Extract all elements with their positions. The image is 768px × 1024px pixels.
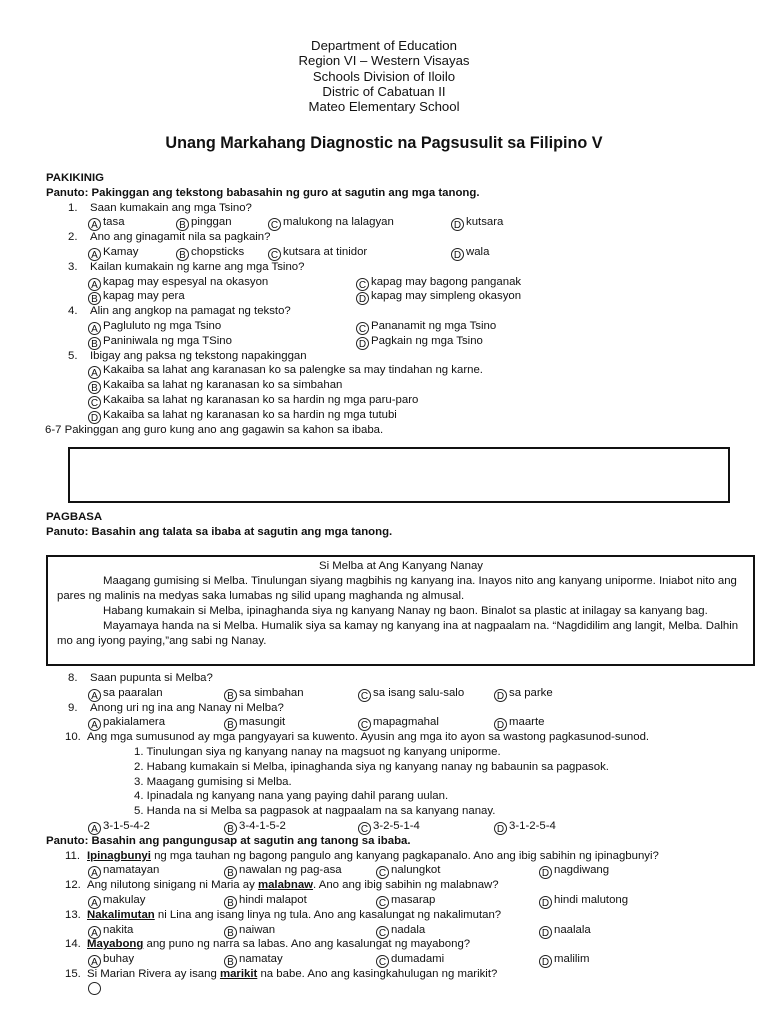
answer-option[interactable] xyxy=(88,715,165,731)
instructions: Panuto: Basahin ang talata sa ibaba at sagutin ang mga tanong. xyxy=(46,525,393,538)
answer-option[interactable] xyxy=(88,408,397,424)
answer-option[interactable] xyxy=(494,686,553,702)
question-text-post: . Ano ang ibig sabihin ng malabnaw? xyxy=(313,879,499,892)
question-text: Saan kumakain ang mga Tsino? xyxy=(90,201,252,214)
option-row xyxy=(46,319,736,334)
question xyxy=(46,730,736,745)
question-number: 8. xyxy=(68,672,78,684)
option-text: 3-2-5-1-4 xyxy=(373,819,420,832)
option-row xyxy=(46,275,736,290)
answer-option[interactable] xyxy=(451,245,489,261)
question-number: 12. xyxy=(65,879,81,892)
answer-option[interactable] xyxy=(88,982,103,997)
header-line: Department of Education xyxy=(311,38,457,53)
option-text: Kakaiba sa lahat ng karanasan ko sa hardin ng mga paru-paro xyxy=(103,393,419,406)
option-row xyxy=(46,923,736,938)
answer-option[interactable] xyxy=(539,923,591,939)
answer-option[interactable] xyxy=(376,893,435,909)
option-text: Kakaiba sa lahat ng karanasan ko sa simbahan xyxy=(103,379,343,392)
key-word: Ipinagbunyi xyxy=(87,849,151,862)
choice-circle-icon[interactable]: C xyxy=(376,896,389,909)
choice-circle-icon[interactable] xyxy=(88,982,101,995)
reading-passage xyxy=(46,555,755,666)
option-row xyxy=(46,393,736,408)
question-text: Ano ang ginagamit nila sa pagkain? xyxy=(90,231,271,244)
question-text-pre: Si Marian Rivera ay isang xyxy=(87,967,220,980)
passage-paragraph: Mayamaya handa na si Melba. Humalik siya sa kamay ng kanyang ina at nagpaalam na. “Nagdidilim ang langit, Melba. Dalhin mo ang iyong paying,”ang sabi ng Nanay. xyxy=(57,619,739,647)
choice-circle-icon[interactable]: A xyxy=(88,718,101,731)
answer-option[interactable] xyxy=(176,215,232,231)
answer-option[interactable] xyxy=(88,819,150,835)
question-text-post: ni Lina ang isang linya ng tula. Ano ang kasalungat ng nakalimutan? xyxy=(154,908,502,921)
answer-option[interactable] xyxy=(176,245,244,261)
choice-circle-icon[interactable]: B xyxy=(224,896,237,909)
answer-option[interactable] xyxy=(356,319,496,335)
option-text: mapagmahal xyxy=(373,716,439,729)
header-line: Region VI – Western Visayas xyxy=(298,53,470,69)
option-row xyxy=(46,363,736,378)
choice-circle-icon[interactable]: D xyxy=(539,926,552,939)
choice-circle-icon[interactable]: A xyxy=(88,322,101,335)
answer-option[interactable] xyxy=(358,686,464,702)
choice-circle-icon[interactable]: C xyxy=(356,322,369,335)
passage-paragraph: Maagang gumising si Melba. Tinulungan siyang magbihis ng kanyang ina. Inayos nito ang kanyang uniporme. Iniabot nito ang pares ng malinis na medyas saka lumabas ng silid upang maghanda ng almusal. xyxy=(57,574,737,602)
answer-option[interactable] xyxy=(88,686,163,702)
answer-option[interactable] xyxy=(224,715,285,731)
answer-option[interactable] xyxy=(88,952,134,968)
answer-option[interactable] xyxy=(88,863,159,879)
option-text: dumadami xyxy=(391,953,445,966)
question xyxy=(46,967,736,982)
option-text: malilim xyxy=(554,953,590,966)
question-text xyxy=(87,937,470,952)
choice-circle-icon[interactable]: C xyxy=(358,689,371,702)
question xyxy=(46,260,736,275)
option-row xyxy=(46,715,736,730)
ordering-item-text: 4. Ipinadala ng kanyang nana yang paying dahil parang uulan. xyxy=(134,790,449,803)
choice-circle-icon[interactable]: A xyxy=(88,926,101,939)
choice-circle-icon[interactable]: B xyxy=(88,292,101,305)
choice-circle-icon[interactable]: D xyxy=(494,718,507,731)
question-text xyxy=(87,849,659,864)
choice-circle-icon[interactable]: C xyxy=(376,926,389,939)
choice-circle-icon[interactable]: C xyxy=(376,955,389,968)
choice-circle-icon[interactable]: C xyxy=(88,396,101,409)
answer-option[interactable] xyxy=(358,819,420,835)
choice-circle-icon[interactable]: C xyxy=(358,718,371,731)
option-row xyxy=(46,334,736,349)
header-line: Mateo Elementary School xyxy=(308,99,460,115)
ordering-item xyxy=(46,745,736,760)
choice-circle-icon[interactable]: D xyxy=(539,866,552,879)
choice-circle-icon[interactable]: B xyxy=(224,955,237,968)
question xyxy=(46,849,736,864)
passage-title: Si Melba at Ang Kanyang Nanay xyxy=(318,560,483,572)
choice-circle-icon[interactable]: D xyxy=(356,292,369,305)
answer-option[interactable] xyxy=(88,289,185,305)
instruction-6-7: 6-7 Pakinggan ang guro kung ano ang gagawin sa kahon sa ibaba. xyxy=(45,423,384,436)
question-list xyxy=(46,849,736,997)
option-text: kapag may simpleng okasyon xyxy=(371,290,522,303)
answer-option[interactable] xyxy=(88,363,483,379)
question-number: 3. xyxy=(68,260,78,273)
option-row xyxy=(46,863,736,878)
option-text: sa paaralan xyxy=(103,686,163,699)
question-text-post: ng mga tauhan ng bagong pangulo ang kanyang pagkapanalo. Ano ang ibig sabihin ng ipinagbunyi? xyxy=(150,849,659,862)
option-row xyxy=(46,952,736,967)
question-number: 14. xyxy=(65,938,81,951)
option-text: nalungkot xyxy=(391,864,441,877)
question-number: 2. xyxy=(68,231,78,244)
choice-circle-icon[interactable]: A xyxy=(88,218,101,231)
key-word: Nakalimutan xyxy=(87,908,155,921)
option-text: nagdiwang xyxy=(554,864,610,877)
option-text: masungit xyxy=(239,716,286,729)
option-row xyxy=(46,378,736,393)
option-text: nadala xyxy=(391,923,426,936)
ordering-item xyxy=(46,804,736,819)
question-number: 4. xyxy=(68,305,78,318)
choice-circle-icon[interactable]: D xyxy=(356,337,369,350)
instructions: Panuto: Pakinggan ang tekstong babasahin ng guro at sagutin ang mga tanong. xyxy=(46,186,480,199)
option-text: Pagkain ng mga Tsino xyxy=(371,334,483,347)
answer-option[interactable] xyxy=(376,952,444,968)
choice-circle-icon[interactable]: D xyxy=(494,822,507,835)
question-text: Anong uri ng ina ang Nanay ni Melba? xyxy=(90,701,284,714)
choice-circle-icon[interactable]: C xyxy=(356,278,369,291)
answer-option[interactable] xyxy=(451,215,503,231)
option-text: sa simbahan xyxy=(239,686,304,699)
ordering-item-text: 3. Maagang gumising si Melba. xyxy=(134,775,292,788)
option-text: Kamay xyxy=(103,245,139,258)
answer-option[interactable] xyxy=(539,893,628,909)
question-text-pre: Ang nilutong sinigang ni Maria ay xyxy=(87,879,258,892)
section-heading: PAGBASA xyxy=(46,511,103,523)
choice-circle-icon[interactable]: B xyxy=(224,718,237,731)
answer-option[interactable] xyxy=(268,215,394,231)
choice-circle-icon[interactable]: D xyxy=(539,896,552,909)
option-text: kapag may espesyal na okasyon xyxy=(103,275,269,288)
option-row xyxy=(46,245,736,260)
choice-circle-icon[interactable]: D xyxy=(494,689,507,702)
choice-circle-icon[interactable]: A xyxy=(88,278,101,291)
question-number: 10. xyxy=(65,731,81,744)
answer-option[interactable] xyxy=(88,923,133,939)
answer-option[interactable] xyxy=(356,289,521,305)
option-text: nawalan ng pag-asa xyxy=(239,864,342,877)
question-text-post: na babe. Ano ang kasingkahulugan ng marikit? xyxy=(257,967,498,980)
answer-option[interactable] xyxy=(356,275,521,291)
ordering-item-text: 5. Handa na si Melba sa pagpasok at nagpaalam na sa kanyang nanay. xyxy=(134,805,496,818)
option-text: maarte xyxy=(509,716,545,729)
option-text: pakialamera xyxy=(103,716,166,729)
key-word: malabnaw xyxy=(257,879,314,892)
choice-circle-icon[interactable]: B xyxy=(88,381,101,394)
answer-option[interactable] xyxy=(224,923,275,939)
choice-circle-icon[interactable]: A xyxy=(88,248,101,261)
ordering-item xyxy=(46,775,736,790)
choice-circle-icon[interactable]: A xyxy=(88,955,101,968)
option-text: sa isang salu-salo xyxy=(373,686,465,699)
option-text: pinggan xyxy=(191,216,232,229)
option-text: namatayan xyxy=(103,864,160,877)
ordering-item xyxy=(46,760,736,775)
answer-option[interactable] xyxy=(224,893,307,909)
option-text: kutsara xyxy=(466,216,504,229)
choice-circle-icon[interactable]: B xyxy=(224,866,237,879)
answer-option[interactable] xyxy=(88,334,232,350)
answer-option[interactable] xyxy=(224,819,286,835)
choice-circle-icon[interactable]: A xyxy=(88,896,101,909)
choice-circle-icon[interactable]: D xyxy=(451,218,464,231)
answer-box[interactable] xyxy=(68,447,730,503)
question xyxy=(46,201,736,216)
ordering-item-text: 1. Tinulungan siya ng kanyang nanay na magsuot ng kanyang uniporme. xyxy=(134,745,501,758)
option-text: kapag may pera xyxy=(103,290,185,303)
option-text: hindi malapot xyxy=(239,893,307,906)
choice-circle-icon[interactable]: A xyxy=(88,822,101,835)
choice-circle-icon[interactable]: B xyxy=(224,926,237,939)
question-text: Ang mga sumusunod ay mga pangyayari sa kuwento. Ayusin ang mga ito ayon sa wastong pagkasunod-sunod. xyxy=(87,731,650,744)
option-text: Kakaiba sa lahat ng karanasan ko sa hardin ng mga tutubi xyxy=(103,408,397,421)
option-text: 3-4-1-5-2 xyxy=(239,819,286,832)
choice-circle-icon[interactable]: D xyxy=(88,411,101,424)
question xyxy=(46,937,736,952)
option-text: nakita xyxy=(103,923,134,936)
question xyxy=(46,349,736,364)
choice-circle-icon[interactable]: A xyxy=(88,366,101,379)
ordering-item xyxy=(46,789,736,804)
option-row xyxy=(46,819,736,834)
option-row xyxy=(46,893,736,908)
question-list xyxy=(46,201,736,423)
answer-option[interactable] xyxy=(88,319,221,335)
option-text: 3-1-2-5-4 xyxy=(509,819,556,832)
answer-option[interactable] xyxy=(224,863,342,879)
section-pagbasa xyxy=(46,510,736,540)
answer-option[interactable] xyxy=(539,863,609,879)
choice-circle-icon[interactable]: D xyxy=(451,248,464,261)
header-line: Distric of Cabatuan II xyxy=(322,83,446,99)
instructions: Panuto: Basahin ang pangungusap at sagutin ang tanong sa ibaba. xyxy=(46,834,411,847)
answer-option[interactable] xyxy=(88,378,342,394)
question xyxy=(46,878,736,893)
option-text: buhay xyxy=(103,953,135,966)
question xyxy=(46,304,736,319)
option-text: Kakaiba sa lahat ang karanasan ko sa palengke sa may tindahan ng karne. xyxy=(103,364,483,377)
answer-option[interactable] xyxy=(88,275,268,291)
answer-option[interactable] xyxy=(358,715,439,731)
exam-title: Unang Markahang Diagnostic na Pagsusulit sa Filipino V xyxy=(165,134,603,152)
option-text: chopsticks xyxy=(191,245,245,258)
option-row xyxy=(46,408,736,423)
question-text: Ibigay ang paksa ng tekstong napakinggan xyxy=(90,349,307,362)
answer-option[interactable] xyxy=(376,923,425,939)
question-list xyxy=(46,671,736,834)
key-word: Mayabong xyxy=(87,938,144,951)
option-text: hindi malutong xyxy=(554,893,629,906)
choice-circle-icon[interactable]: A xyxy=(88,689,101,702)
answer-option[interactable] xyxy=(268,245,367,261)
question-number: 13. xyxy=(65,908,81,921)
option-text: Pagluluto ng mga Tsino xyxy=(103,319,222,332)
choice-circle-icon[interactable]: C xyxy=(376,866,389,879)
option-text: tasa xyxy=(103,216,125,229)
passage-paragraph: Habang kumakain si Melba, ipinaghanda siya ng kanyang Nanay ng baon. Binalot sa plastic at inilagay sa kanyang bag. xyxy=(103,604,708,617)
choice-circle-icon[interactable]: A xyxy=(88,866,101,879)
question-text: Saan pupunta si Melba? xyxy=(90,672,213,684)
option-text: wala xyxy=(466,245,490,258)
section-pakikinig xyxy=(46,171,736,437)
option-row xyxy=(46,686,736,701)
choice-circle-icon[interactable]: B xyxy=(224,822,237,835)
ordering-item-text: 2. Habang kumakain si Melba, ipinaghanda siya ng kanyang nanay ng babaunin sa pagpasok. xyxy=(134,760,609,773)
choice-circle-icon[interactable]: B xyxy=(224,689,237,702)
choice-circle-icon[interactable]: B xyxy=(176,248,189,261)
option-text: 3-1-5-4-2 xyxy=(103,819,150,832)
choice-circle-icon[interactable]: C xyxy=(268,248,281,261)
option-row xyxy=(46,982,736,997)
answer-option[interactable] xyxy=(88,215,125,231)
option-row xyxy=(46,289,736,304)
question-number: 9. xyxy=(68,701,78,714)
option-text: naiwan xyxy=(239,923,276,936)
question xyxy=(46,671,736,686)
question-text xyxy=(87,878,499,893)
option-text: Paniniwala ng mga TSino xyxy=(103,334,232,347)
answer-option[interactable] xyxy=(356,334,483,350)
question-text: Alin ang angkop na pamagat ng teksto? xyxy=(90,305,291,318)
option-text: namatay xyxy=(239,953,283,966)
question-text: Kailan kumakain ng karne ang mga Tsino? xyxy=(90,260,305,273)
option-text: makulay xyxy=(103,893,146,906)
question-text-post: ang puno ng narra sa labas. Ano ang kasalungat ng mayabong? xyxy=(143,938,471,951)
choice-circle-icon[interactable]: B xyxy=(176,218,189,231)
section-heading: PAKIKINIG xyxy=(46,172,105,184)
answer-option[interactable] xyxy=(224,952,283,968)
question xyxy=(46,230,736,245)
question-text xyxy=(87,967,497,982)
answer-option[interactable] xyxy=(88,893,145,909)
choice-circle-icon[interactable]: C xyxy=(268,218,281,231)
question-number: 15. xyxy=(65,967,81,980)
question-number: 5. xyxy=(68,349,78,362)
answer-option[interactable] xyxy=(88,393,418,409)
choice-circle-icon[interactable]: B xyxy=(88,337,101,350)
answer-option[interactable] xyxy=(494,715,544,731)
key-word: marikit xyxy=(219,967,258,980)
option-text: kapag may bagong panganak xyxy=(371,275,522,288)
choice-circle-icon[interactable]: C xyxy=(358,822,371,835)
choice-circle-icon[interactable]: D xyxy=(539,955,552,968)
option-text: naalala xyxy=(554,923,591,936)
question xyxy=(46,701,736,716)
answer-option[interactable] xyxy=(539,952,589,968)
section-pagbasa-questions xyxy=(46,671,736,997)
option-text: malukong na lalagyan xyxy=(283,216,394,229)
question-text xyxy=(87,908,501,923)
option-text: kutsara at tinidor xyxy=(283,245,368,258)
question xyxy=(46,908,736,923)
option-text: Pananamit ng mga Tsino xyxy=(371,319,497,332)
option-text: masarap xyxy=(391,893,436,906)
header-line: Schools Division of Iloilo xyxy=(312,68,456,84)
option-row xyxy=(46,215,736,230)
answer-option[interactable] xyxy=(224,686,304,702)
school-header xyxy=(0,38,768,114)
answer-option[interactable] xyxy=(376,863,440,879)
option-text: sa parke xyxy=(509,686,553,699)
question-number: 1. xyxy=(68,201,78,214)
question-number: 11. xyxy=(65,849,80,862)
answer-option[interactable] xyxy=(88,245,138,261)
answer-option[interactable] xyxy=(494,819,556,835)
